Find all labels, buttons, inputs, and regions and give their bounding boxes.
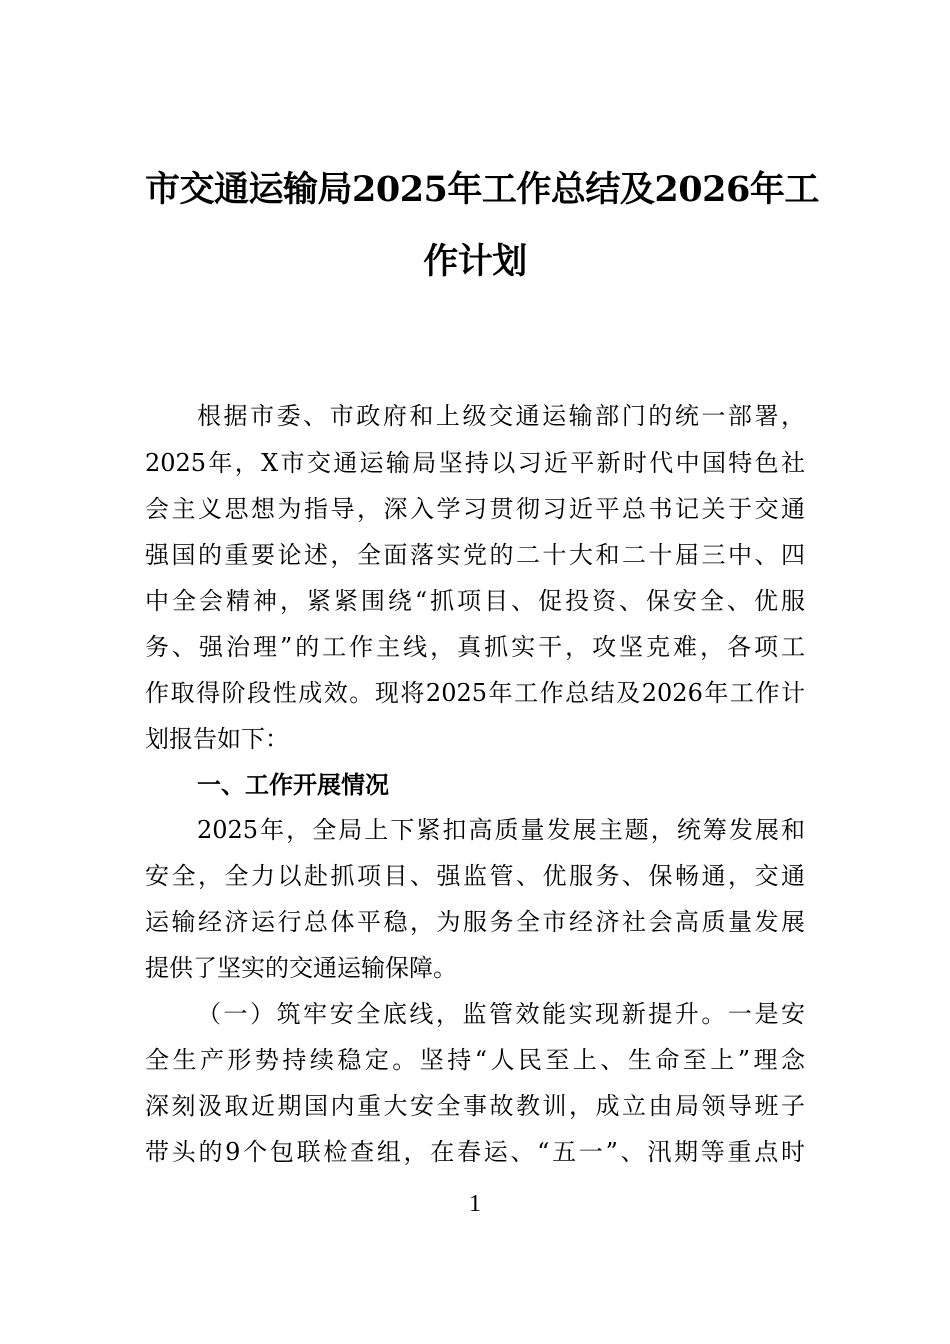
subsection-line: 深刻汲取近期国内重大安全事故教训，成立由局领导班子	[145, 1092, 805, 1120]
intro-line: 强国的重要论述，全面落实党的二十大和二十届三中、四	[145, 541, 805, 569]
intro-line: 2025年，X市交通运输局坚持以习近平新时代中国特色社	[145, 449, 805, 477]
section-heading: 一、工作开展情况	[197, 771, 389, 799]
subsection-line: （一）筑牢安全底线，监管效能实现新提升。一是安	[197, 1000, 805, 1028]
intro-line: 划报告如下：	[145, 725, 289, 753]
section-line: 运输经济运行总体平稳，为服务全市经济社会高质量发展	[145, 908, 805, 936]
subsection-line: 全生产形势持续稳定。坚持“人民至上、生命至上”理念	[145, 1046, 805, 1074]
page-number: 1	[469, 1191, 481, 1217]
intro-line: 会主义思想为指导，深入学习贯彻习近平总书记关于交通	[145, 495, 805, 523]
subsection-line: 带头的9个包联检查组，在春运、“五一”、汛期等重点时	[145, 1138, 805, 1166]
section-line: 提供了坚实的交通运输保障。	[145, 954, 457, 982]
intro-line: 务、强治理”的工作主线，真抓实干，攻坚克难，各项工	[145, 633, 805, 661]
document-title-line-1: 市交通运输局2025年工作总结及2026年工	[145, 169, 819, 210]
section-line: 安全，全力以赴抓项目、强监管、优服务、保畅通，交通	[145, 862, 805, 890]
intro-line: 作取得阶段性成效。现将2025年工作总结及2026年工作计	[145, 679, 805, 707]
document-title-line-2: 作计划	[423, 241, 527, 282]
section-line: 2025年，全局上下紧扣高质量发展主题，统筹发展和	[197, 816, 805, 844]
intro-line: 中全会精神，紧紧围绕“抓项目、促投资、保安全、优服	[145, 587, 805, 615]
intro-line: 根据市委、市政府和上级交通运输部门的统一部署，	[197, 402, 805, 430]
